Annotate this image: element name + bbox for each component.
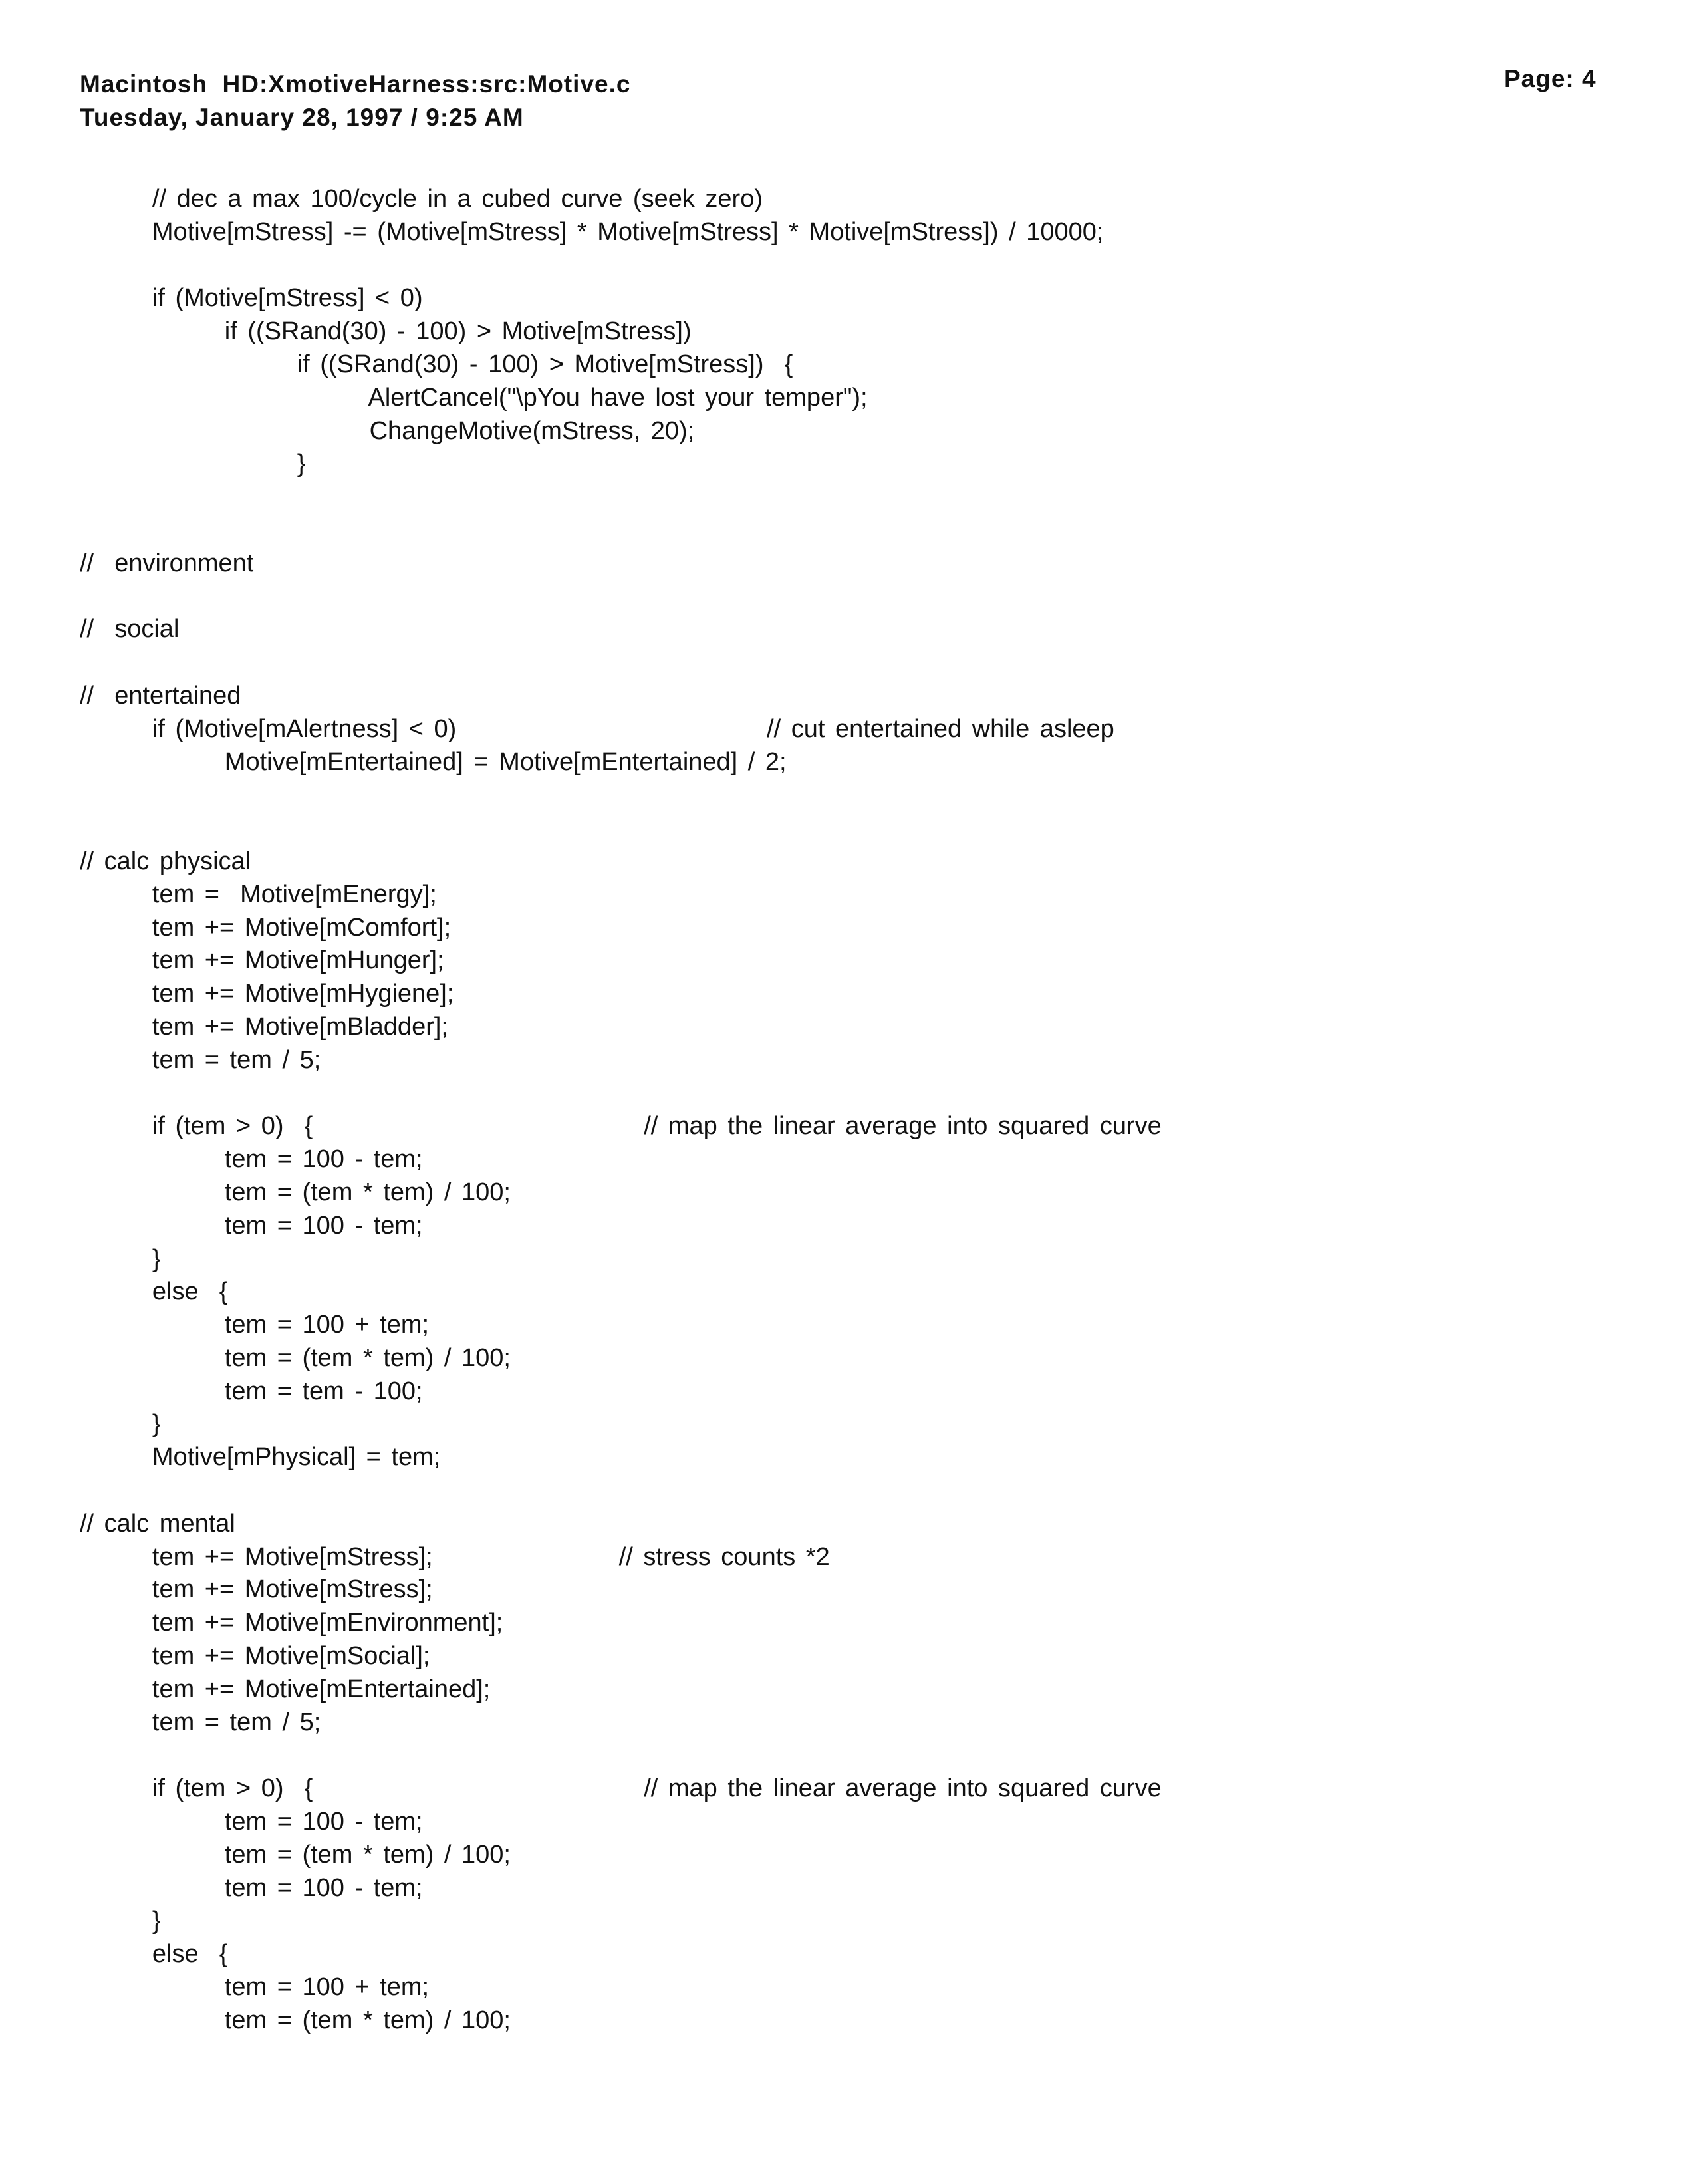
code-line: tem = (tem * tem) / 100; bbox=[80, 2006, 511, 2034]
code-line: } bbox=[80, 1244, 161, 1273]
code-line: if ((SRand(30) - 100) > Motive[mStress]) bbox=[80, 317, 692, 346]
code-line: tem += Motive[mHunger]; bbox=[80, 946, 444, 975]
code-line: tem = (tem * tem) / 100; bbox=[80, 1840, 511, 1869]
code-line bbox=[80, 514, 1609, 547]
code-line: if ((SRand(30) - 100) > Motive[mStress]) { bbox=[80, 350, 793, 378]
code-line bbox=[80, 581, 1609, 614]
code-line: Motive[mStress] -= (Motive[mStress] * Motive[mStress] * Motive[mStress]) / 10000; bbox=[80, 217, 1104, 246]
code-line bbox=[80, 646, 1609, 680]
code-line: tem = 100 - tem; bbox=[80, 1873, 423, 1902]
code-line: else { bbox=[80, 1278, 228, 1306]
code-line: // dec a max 100/cycle in a cubed curve (seek zero) bbox=[80, 185, 763, 213]
code-line: if (tem > 0) { // map the linear average into squared curve bbox=[80, 1774, 1162, 1803]
code-listing bbox=[80, 183, 1609, 2038]
code-line: tem = Motive[mEnergy]; bbox=[80, 880, 437, 908]
code-line bbox=[80, 1739, 1609, 1772]
code-line: tem += Motive[mSocial]; bbox=[80, 1642, 430, 1671]
code-line: tem = 100 - tem; bbox=[80, 1145, 423, 1174]
code-line: if (Motive[mStress] < 0) bbox=[80, 284, 423, 313]
print-date-header: Tuesday, January 28, 1997 / 9:25 AM bbox=[80, 104, 524, 131]
code-line: tem += Motive[mEntertained]; bbox=[80, 1675, 491, 1703]
code-line: if (Motive[mAlertness] < 0) // cut entertained while asleep bbox=[80, 714, 1114, 743]
code-line: Motive[mPhysical] = tem; bbox=[80, 1443, 441, 1472]
code-line: tem = 100 + tem; bbox=[80, 1311, 430, 1339]
code-line: tem = (tem * tem) / 100; bbox=[80, 1343, 511, 1372]
code-line bbox=[80, 249, 1609, 283]
code-line: tem = (tem * tem) / 100; bbox=[80, 1178, 511, 1206]
code-line: tem = 100 + tem; bbox=[80, 1973, 430, 2002]
code-line bbox=[80, 1077, 1609, 1111]
code-line bbox=[80, 779, 1609, 812]
code-line: tem = tem - 100; bbox=[80, 1377, 423, 1405]
code-line: if (tem > 0) { // map the linear average into squared curve bbox=[80, 1112, 1162, 1141]
code-line: tem += Motive[mStress]; // stress counts *2 bbox=[80, 1542, 830, 1571]
code-line: // calc physical bbox=[80, 847, 251, 875]
code-line: tem += Motive[mBladder]; bbox=[80, 1012, 448, 1041]
code-line: } bbox=[80, 1907, 161, 1935]
page-number: Page: 4 bbox=[1504, 65, 1597, 92]
code-line: Motive[mEntertained] = Motive[mEntertained] / 2; bbox=[80, 748, 787, 776]
code-line: } bbox=[80, 1410, 161, 1438]
code-line: tem += Motive[mStress]; bbox=[80, 1575, 433, 1604]
code-line: // entertained bbox=[80, 681, 241, 710]
code-line: // environment bbox=[80, 549, 254, 577]
code-line bbox=[80, 1474, 1609, 1508]
code-line: tem += Motive[mHygiene]; bbox=[80, 980, 454, 1008]
code-line bbox=[80, 481, 1609, 514]
code-line: else { bbox=[80, 1940, 228, 1969]
code-line bbox=[80, 812, 1609, 845]
code-line: tem = tem / 5; bbox=[80, 1045, 321, 1074]
code-line: tem = tem / 5; bbox=[80, 1708, 321, 1736]
code-line: // social bbox=[80, 615, 180, 644]
code-line: tem = 100 - tem; bbox=[80, 1808, 423, 1836]
code-line: tem += Motive[mEnvironment]; bbox=[80, 1609, 503, 1637]
file-path-header: Macintosh HD:XmotiveHarness:src:Motive.c bbox=[80, 70, 631, 98]
code-line: } bbox=[80, 450, 306, 478]
code-line: ChangeMotive(mStress, 20); bbox=[80, 416, 695, 445]
code-line: tem += Motive[mComfort]; bbox=[80, 913, 452, 942]
code-line: tem = 100 - tem; bbox=[80, 1211, 423, 1240]
code-line: // calc mental bbox=[80, 1509, 235, 1538]
code-line: AlertCancel("\pYou have lost your temper"); bbox=[80, 383, 868, 412]
